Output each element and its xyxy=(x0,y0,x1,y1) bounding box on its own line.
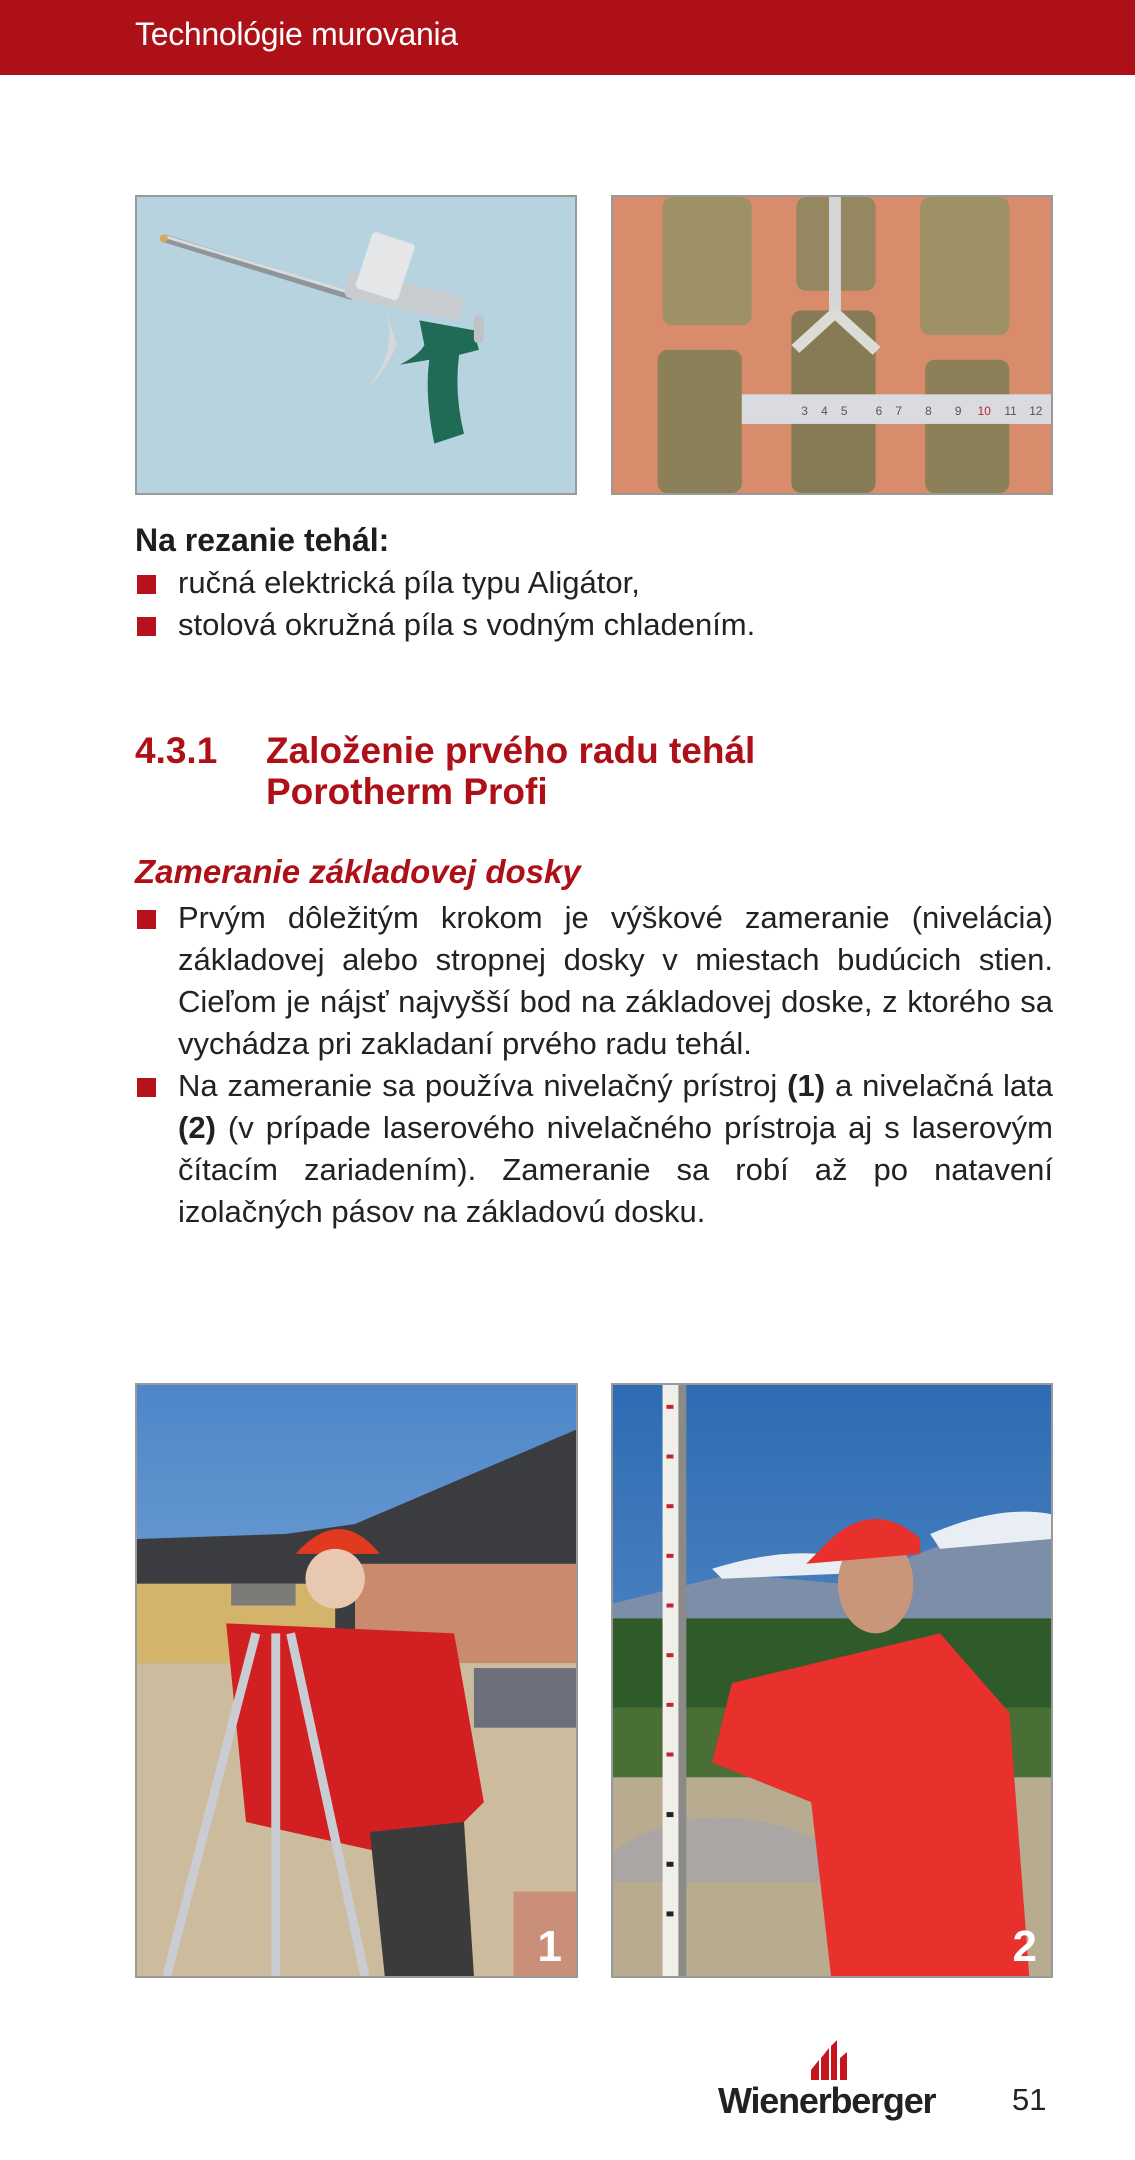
leveling-steps-list xyxy=(135,897,1053,1233)
section-number: 4.3.1 xyxy=(135,730,218,771)
header-bar xyxy=(0,0,1135,75)
svg-text:3: 3 xyxy=(801,404,808,419)
photo-label-1: 1 xyxy=(537,1922,562,1971)
svg-text:10: 10 xyxy=(977,404,991,419)
wienerberger-logo-icon xyxy=(811,2040,851,2084)
list-item xyxy=(135,604,1053,646)
list-item-text-part: a nivelačná lata xyxy=(825,1068,1053,1103)
bullet-square-icon xyxy=(137,910,156,929)
svg-text:12: 12 xyxy=(1029,404,1043,419)
photo-brick-tape-measure xyxy=(611,195,1053,495)
list-item-text-part: Na zameranie sa používa nivelačný prístroj xyxy=(178,1068,788,1103)
svg-text:8: 8 xyxy=(925,404,932,419)
list-item-text: Prvým dôležitým krokom je výškové zameranie (nivelácia) základovej alebo stropnej dosky v miestach budúcich stien. Cieľom je nájsť najvyšší bod na základovej doske, z ktorého sa vychádza pri zakladaní prvého radu tehál. xyxy=(178,900,1053,1061)
wienerberger-logo-text: Wienerberger xyxy=(718,2080,936,2121)
svg-text:6: 6 xyxy=(875,404,883,419)
list-item-text: stolová okružná píla s vodným chladením. xyxy=(178,607,756,642)
cutting-heading: Na rezanie tehál: xyxy=(135,522,390,558)
list-item xyxy=(135,1065,1053,1233)
list-item-text-part: (v prípade laserového nivelačného prístroja aj s laserovým čítacím zariadením). Zameranie sa robí až po natavení izolačných pásov na základovú dosku. xyxy=(178,1110,1053,1229)
section-title xyxy=(266,730,966,812)
bullet-square-icon xyxy=(137,575,156,594)
svg-text:5: 5 xyxy=(840,404,848,419)
bullet-square-icon xyxy=(137,1078,156,1097)
list-item xyxy=(135,897,1053,1065)
cutting-tools-list xyxy=(135,562,1053,646)
photo-surveyor-leveling-instrument xyxy=(135,1383,578,1978)
photo-label-2: 2 xyxy=(1012,1922,1037,1971)
svg-text:7: 7 xyxy=(895,404,903,419)
photo-worker-leveling-staff xyxy=(611,1383,1053,1978)
section-title-line-1: Založenie prvého radu tehál xyxy=(266,730,756,771)
svg-text:11: 11 xyxy=(1004,404,1017,419)
list-item xyxy=(135,562,1053,604)
bullet-square-icon xyxy=(137,617,156,636)
section-title-line-2: Porotherm Profi xyxy=(266,771,548,812)
sub-heading: Zameranie základovej dosky xyxy=(135,853,581,890)
list-item-text: ručná elektrická píla typu Aligátor, xyxy=(178,565,640,600)
reference-2: (2) xyxy=(178,1110,216,1145)
reference-1: (1) xyxy=(787,1068,826,1103)
photo-foam-gun xyxy=(135,195,577,495)
header-title: Technológie murovania xyxy=(135,16,458,52)
svg-text:4: 4 xyxy=(821,404,828,419)
page-number: 51 xyxy=(1012,2082,1047,2117)
svg-text:9: 9 xyxy=(954,404,962,419)
